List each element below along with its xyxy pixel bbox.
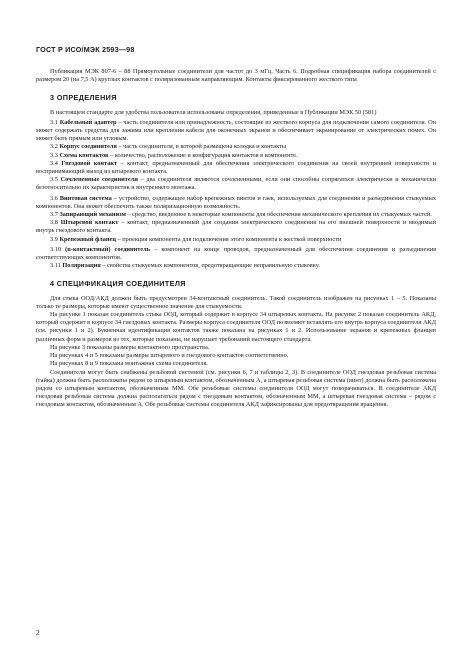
standard-header: ГОСТ Р ИСО/МЭК 2593—98 <box>36 45 135 54</box>
term-3-7 <box>36 211 436 219</box>
term-3-9 <box>36 236 436 244</box>
term-definition: – часть соединителя, в которой размещена колодка и контакты <box>116 143 287 151</box>
term-3-8 <box>36 219 436 235</box>
term-3-5 <box>36 176 436 192</box>
term-name: Винтовая система <box>59 194 112 202</box>
term-definition: – контакт, предназначенный для обеспечения электрического соединения на своей внутренней поверхности и воспринимающий выход из штыревого контакта. <box>36 159 436 176</box>
section-4-paragraph: На рисунках 4 и 5 показаны размеры штыревого и гнездового контактов соответственно. <box>50 352 289 360</box>
term-name: Сочлененные соединители <box>60 176 138 184</box>
section-4-heading: 4 СПЕЦИФИКАЦИЯ СОЕДИНИТЕЛЯ <box>50 279 186 289</box>
term-name: Запирающий механизм <box>59 211 126 219</box>
term-definition: – контакт, предназначенный для создания электрического соединения на его внешней поверхности и вводимый внутрь гнездового контакта. <box>36 219 436 235</box>
term-definition: – два соединителя являются сочлененными, если они способны сопрягаться электрически и механически безотносительно их характеристик и внутреннего монтажа. <box>36 176 436 192</box>
term-definition: – количество, расположение и конфигурация контактов в компоненте. <box>108 151 298 159</box>
term-number: 3.3 <box>50 151 58 159</box>
term-definition: – свойства стыкуемых компонентов, предотвращающие неправильную стыковку. <box>100 262 320 270</box>
term-name: Поляризация <box>62 262 101 270</box>
term-3-4 <box>36 160 436 176</box>
intro-paragraph: Публикация МЭК 807-6 – 88 Прямоугольные соединители для частот до 3 мГц. Часть 6. Подробная спецификация набора соединителей с размером 20 (на 7,5 А) круглых контактов с поляризованным направляющим. Контакты фиксированного жесткого типа <box>36 68 436 84</box>
section-3-intro: В настоящем стандарте для удобства пользователя использованы определения, приведенные в Публикации МЭК 50 (581) <box>50 108 377 116</box>
section-4-paragraph: На рисунке 3 показаны размеры контактного пространства. <box>50 343 210 351</box>
term-3-3 <box>36 152 436 160</box>
term-3-11 <box>36 262 436 270</box>
term-name: Корпус соединителя <box>59 143 117 151</box>
term-number: 3.9 <box>50 235 58 243</box>
term-number: 3.7 <box>50 211 58 219</box>
term-3-2 <box>36 143 436 151</box>
term-number: 3.4 <box>50 159 58 167</box>
term-definition: – устройство, содержащее набор крепежных винтов и гаек, используемых для соединения и разъединения стыкуемых компонентов. Она может обеспечить также поляризационную возможность. <box>36 194 436 210</box>
term-definition: – проекция компонента для подключения этого компонента к жесткой поверхности <box>115 235 342 243</box>
term-number: 3.8 <box>50 219 58 227</box>
term-name: Гнездовой контакт <box>61 159 118 167</box>
term-number: 3.2 <box>50 143 58 151</box>
section-4-paragraph: Для стыка ООД/АКД должен быть предусмотрен 34-контактный соединитель. Такой соединитель изображен на рисунках 1 – 5. Показаны только те размеры, которые имеют существенное значение для стыкуемости. <box>36 294 436 310</box>
term-number: 3.1 <box>50 118 58 126</box>
section-4-paragraph: Соединители могут быть снабжены резьбовой системой (см. рисунки 6, 7 и таблицы 2, 3). В соединителе ООД гнездовая резьбовая система (гайка) должна быть расположена рядом со штыревым контактом, обозначенным А, а штыревая резьбовая система (винт) должна быть расположена рядом со штыревым контактом, обозначенным ММ. Обе резьбовые системы соединителя ООД могут поворачиваться. В соединителе АКД гнездовая резьбовая система должна располагаться рядом с гнездовым контактом, обозначенным ММ, а штыревая гнездовая система – рядом с гнездовым контактом, обозначенным А. Обе резьбовые системы соединителя АКД зафиксированы для предотвращения вращения. <box>36 368 436 409</box>
term-definition: – средство, введенное в некоторые компоненты для обеспечения механического крепления их стыкуемых частей. <box>125 211 432 219</box>
term-name: Штыревой контакт <box>60 219 119 227</box>
section-3-heading: 3 ОПРЕДЕЛЕНИЯ <box>50 93 117 103</box>
term-name: Кабельный адаптер <box>59 118 117 126</box>
page-body <box>36 68 436 410</box>
term-number: 3.6 <box>50 194 58 202</box>
term-number: 3.11 <box>50 262 61 270</box>
term-number: 3.10 <box>50 245 62 253</box>
section-4-paragraph: На рисунке 1 показан соединитель стыка ООД, который содержит в корпусе 34 штыревых контакта. На рисунке 2 показан соединитель АКД, который содержит в корпусе 34 гнездовых контакта. Размеры корпуса соединителя ООД позволяют вставлять его внутрь корпуса соединителя АКД (см. рисунки 1 и 2). Буквенная идентификация контактов также показана на рисунках 1 и 2. Использование экранов и крепежных фланцев различных форм и размеров из тех, которые показаны, не нарушает требований настоящего стандарта. <box>36 311 436 343</box>
term-name: Крепежный фланец <box>59 235 116 243</box>
term-3-10 <box>36 246 436 262</box>
term-name: Схема контактов <box>59 151 109 159</box>
term-3-6 <box>36 195 436 211</box>
term-definition: – компонент на конце проводов, предназначенный для обеспечения соединения и разъединения соответствующих компонентов. <box>36 245 436 262</box>
term-definition: – часть соединителя или принадлежность, состоящие из жесткого корпуса для подключения самого соединителя. Он может содержать средства для зажима или крепления кабеля для оконечных экранов и обеспечивает экранирование от электрических помех. Он может быть прямым или угловым. <box>36 118 436 143</box>
page-number: 2 <box>36 629 40 637</box>
section-4-paragraph: На рисунках 8 и 9 показана монтажная схема соединителя. <box>50 360 208 368</box>
term-3-1 <box>36 119 436 144</box>
term-number: 3.5 <box>50 176 58 184</box>
term-name: (n-контактный) соединитель <box>65 245 151 253</box>
